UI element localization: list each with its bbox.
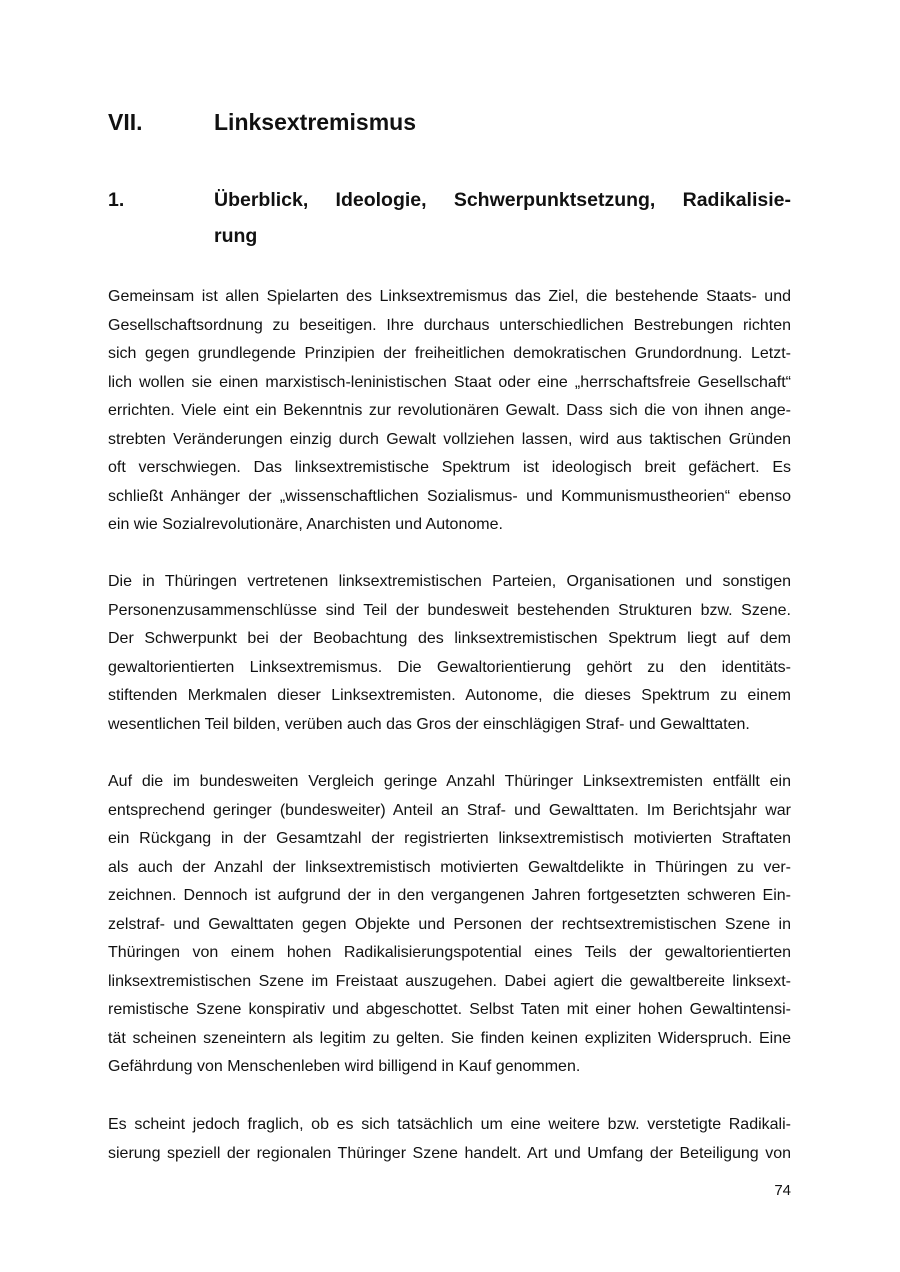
text-line: sierung speziell der regionalen Thüringer Szene handelt. Art und Umfang der Beteiligung von — [108, 1144, 791, 1162]
text-line: Gesellschaftsordnung zu beseitigen. Ihre durchaus unterschiedlichen Bestrebungen richten — [108, 316, 791, 334]
text-line: wesentlichen Teil bilden, verüben auch das Gros der einschlägigen Straf- und Gewalttaten. — [108, 715, 750, 733]
text-line: Thüringen von einem hohen Radikalisierungspotential eines Teils der gewaltorientierten — [108, 944, 791, 961]
text-line: oft verschwiegen. Das linksextremistische Spektrum ist ideologisch breit gefächert. Es — [108, 459, 791, 476]
text-line: sich gegen grundlegende Prinzipien der freiheitlichen demokratischen Grundordnung. Letzt- — [108, 345, 791, 362]
text-line: als auch der Anzahl der linksextremistisch motivierten Gewaltdelikte in Thüringen zu ver- — [108, 858, 791, 876]
text-line: Es scheint jedoch fraglich, ob es sich tatsächlich um eine weitere bzw. verstetigte Radikali- — [108, 1116, 791, 1133]
text-line: tät scheinen szeneintern als legitim zu gelten. Sie finden keinen expliziten Widerspruch. Eine — [108, 1029, 791, 1047]
section-title-line: rung — [214, 225, 258, 247]
text-line: ein Rückgang in der Gesamtzahl der registrierten linksextremistisch motivierten Straftaten — [108, 830, 791, 847]
text-line: errichten. Viele eint ein Bekenntnis zur revolutionären Gewalt. Dass sich die von ihnen ange- — [108, 402, 791, 419]
text-line: Gefährdung von Menschenleben wird billigend in Kauf genommen. — [108, 1058, 581, 1075]
text-line: Auf die im bundesweiten Vergleich geringe Anzahl Thüringer Linksextremisten entfällt ein — [108, 773, 791, 790]
text-line: entsprechend geringer (bundesweiter) Anteil an Straf- und Gewalttaten. Im Berichtsjahr war — [108, 801, 791, 819]
text-line: gewaltorientierten Linksextremismus. Die Gewaltorientierung gehört zu den identitäts- — [108, 658, 791, 676]
text-line: stiftenden Merkmalen dieser Linksextremisten. Autonome, die dieses Spektrum zu einem — [108, 687, 791, 704]
text-line: Der Schwerpunkt bei der Beobachtung des linksextremistischen Spektrum liegt auf dem — [108, 630, 791, 647]
text-line: schließt Anhänger der „wissenschaftlichen Sozialismus- und Kommunismustheorien“ ebenso — [108, 487, 791, 505]
text-line: remistische Szene konspirativ und abgeschottet. Selbst Taten mit einer hohen Gewaltintensi- — [108, 1001, 791, 1018]
text-line: Die in Thüringen vertretenen linksextremistischen Parteien, Organisationen und sonstigen — [108, 573, 791, 590]
text-line: linksextremistischen Szene im Freistaat auszugehen. Dabei agiert die gewaltbereite linksext- — [108, 972, 791, 990]
text-line: lich wollen sie einen marxistisch-leninistischen Staat oder eine „herrschaftsfreie Gesellschaft“ — [108, 373, 791, 391]
text-line: ein wie Sozialrevolutionäre, Anarchisten und Autonome. — [108, 516, 503, 533]
text-line: Gemeinsam ist allen Spielarten des Linksextremismus das Ziel, die bestehende Staats- und — [108, 288, 791, 305]
text-line: Personenzusammenschlüsse sind Teil der bundesweit bestehenden Strukturen bzw. Szene. — [108, 601, 791, 619]
section-title — [214, 182, 791, 254]
text-line: strebten Veränderungen einzig durch Gewalt vollziehen lassen, wird aus taktischen Gründen — [108, 430, 791, 448]
text-line: zelstraf- und Gewalttaten gegen Objekte und Personen der rechtsextremistischen Szene in — [108, 915, 791, 933]
chapter-number: VII. — [108, 109, 143, 135]
section-number: 1. — [108, 189, 125, 211]
chapter-title: Linksextremismus — [214, 109, 416, 135]
text-line: zeichnen. Dennoch ist aufgrund der in den vergangenen Jahren fortgesetzten schweren Ein- — [108, 887, 791, 904]
page-number: 74 — [774, 1182, 791, 1199]
section-title-line: Überblick, Ideologie, Schwerpunktsetzung, Radikalisie- — [214, 189, 791, 211]
